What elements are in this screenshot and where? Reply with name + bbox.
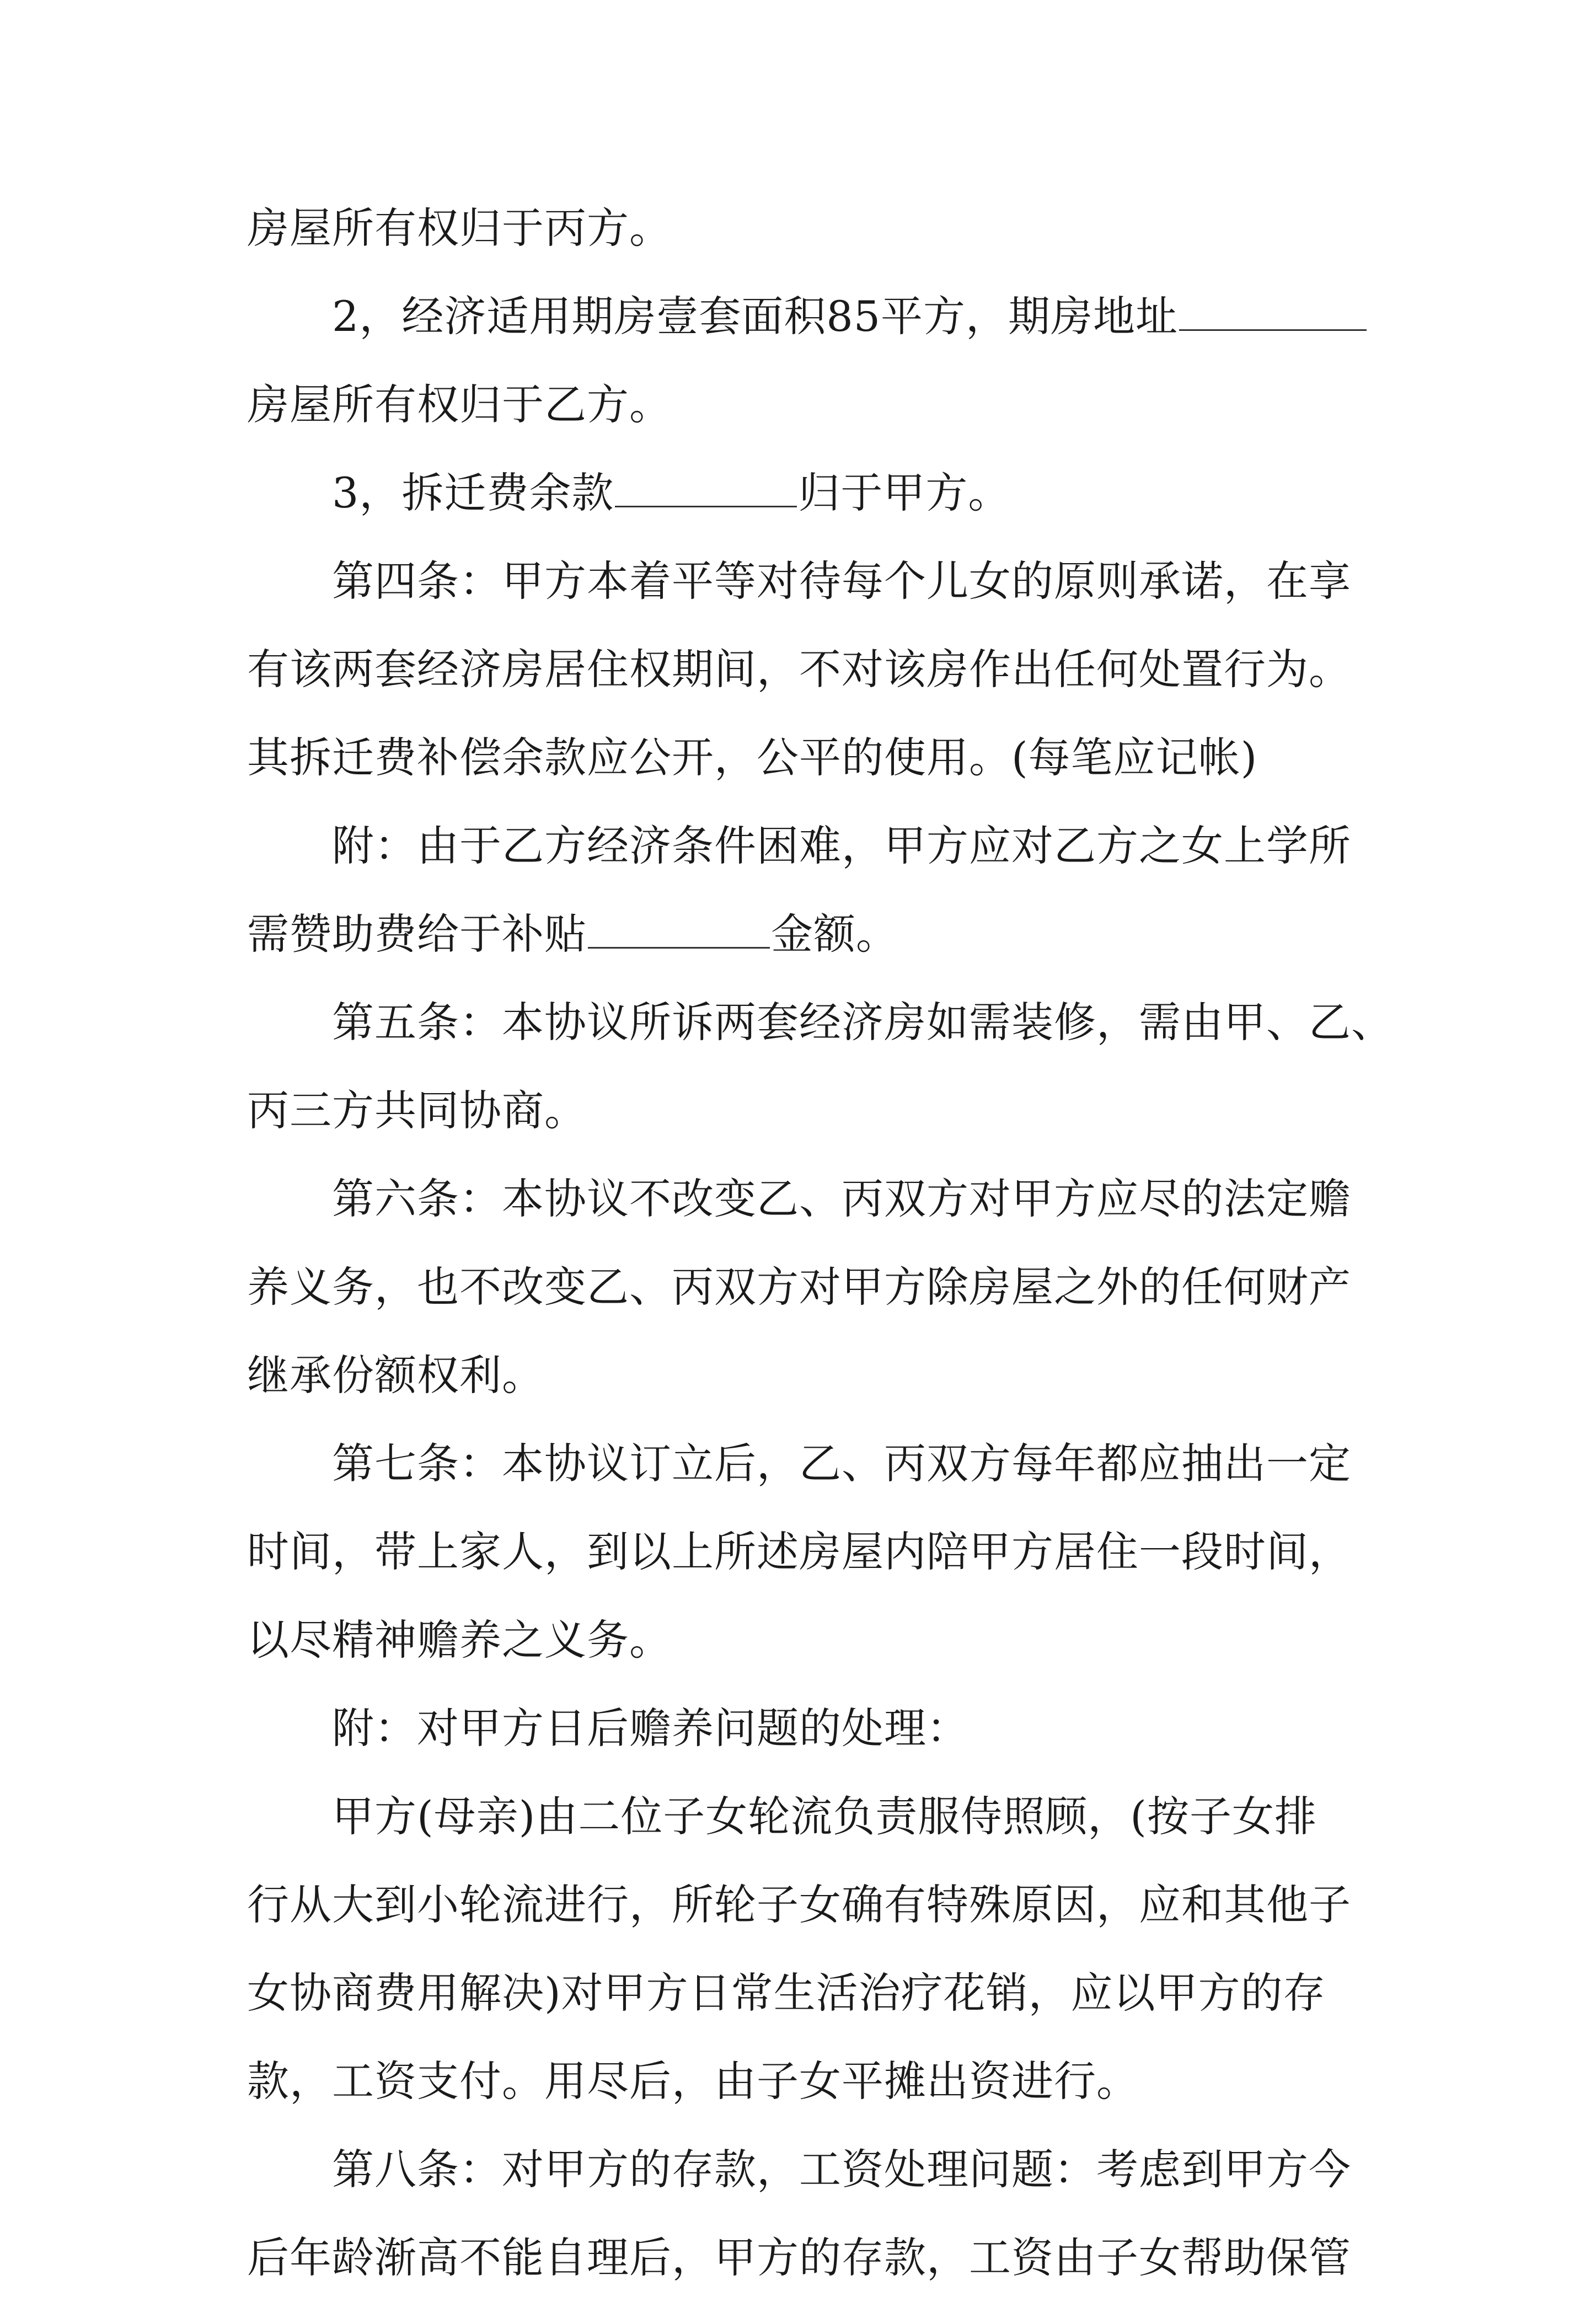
paragraph-line — [247, 1861, 1378, 1949]
paragraph-line — [247, 1949, 1378, 2037]
fill-in-blank-underline — [1179, 294, 1367, 331]
paragraph-line — [247, 1331, 1378, 1420]
paragraph-line — [247, 2214, 1378, 2282]
line-text: 2，经济适用期房壹套面积85平方，期房地址 — [332, 292, 1179, 341]
paragraph-line — [247, 2037, 1378, 2126]
paragraph-line — [332, 978, 1463, 1067]
paragraph-line — [332, 802, 1463, 890]
paragraph-line — [332, 1155, 1463, 1243]
paragraph-line — [332, 449, 1463, 537]
line-text: 继承份额权利。 — [247, 1351, 544, 1400]
line-text: 丙三方共同协商。 — [247, 1086, 587, 1135]
paragraph-line — [247, 184, 1378, 272]
line-text: 甲方(母亲)由二位子女轮流负责服侍照顾，(按子女排 — [332, 1792, 1317, 1841]
paragraph-line — [247, 625, 1378, 714]
line-text: 房屋所有权归于丙方。 — [247, 204, 672, 253]
line-text: 第七条：本协议订立后，乙、丙双方每年都应抽出一定 — [332, 1439, 1351, 1488]
line-text: 附：由于乙方经济条件困难，甲方应对乙方之女上学所 — [332, 821, 1351, 870]
line-text: 第八条：对甲方的存款，工资处理问题：考虑到甲方今 — [332, 2145, 1351, 2194]
line-text: 后年龄渐高不能自理后，甲方的存款，工资由子女帮助保管 — [247, 2233, 1351, 2282]
line-text: 归于甲方。 — [798, 468, 1011, 517]
line-text: 款，工资支付。用尽后，由子女平摊出资进行。 — [247, 2057, 1139, 2106]
paragraph-line — [332, 1773, 1463, 1861]
line-text: 房屋所有权归于乙方。 — [247, 380, 672, 429]
paragraph-line — [247, 714, 1378, 802]
paragraph-line — [247, 1067, 1378, 1155]
paragraph-line — [247, 1596, 1378, 1684]
paragraph-line — [247, 890, 1378, 978]
fill-in-blank-underline — [588, 912, 770, 949]
paragraph-line — [247, 1243, 1378, 1331]
line-text: 时间，带上家人，到以上所述房屋内陪甲方居住一段时间， — [247, 1527, 1351, 1576]
line-text: 其拆迁费补偿余款应公开，公平的使用。(每笔应记帐) — [247, 733, 1258, 782]
line-text: 养义务，也不改变乙、丙双方对甲方除房屋之外的任何财产 — [247, 1262, 1351, 1311]
paragraph-line — [332, 537, 1463, 625]
line-text: 行从大到小轮流进行，所轮子女确有特殊原因，应和其他子 — [247, 1880, 1351, 1929]
line-text: 第四条：甲方本着平等对待每个儿女的原则承诺，在享 — [332, 556, 1351, 606]
paragraph-line — [332, 2126, 1463, 2214]
line-text: 以尽精神赡养之义务。 — [247, 1615, 672, 1664]
paragraph-line — [332, 1684, 1463, 1773]
line-text: 第六条：本协议不改变乙、丙双方对甲方应尽的法定赡 — [332, 1174, 1351, 1223]
line-text: 金额。 — [771, 909, 898, 959]
line-text: 需赞助费给于补贴 — [247, 909, 587, 959]
paragraph-line — [332, 272, 1463, 361]
paragraph-line — [247, 1508, 1378, 1596]
line-text: 有该两套经济房居住权期间，不对该房作出任何处置行为。 — [247, 645, 1351, 694]
fill-in-blank-underline — [615, 470, 797, 507]
line-text: 第五条：本协议所诉两套经济房如需装修，需由甲、乙、 — [332, 998, 1394, 1047]
line-text: 女协商费用解决)对甲方日常生活治疗花销，应以甲方的存 — [247, 1968, 1326, 2017]
paragraph-line — [332, 1420, 1463, 1508]
line-text: 3，拆迁费余款 — [332, 468, 614, 517]
paragraph-line — [247, 361, 1378, 449]
line-text: 附：对甲方日后赡养问题的处理： — [332, 1704, 969, 1753]
